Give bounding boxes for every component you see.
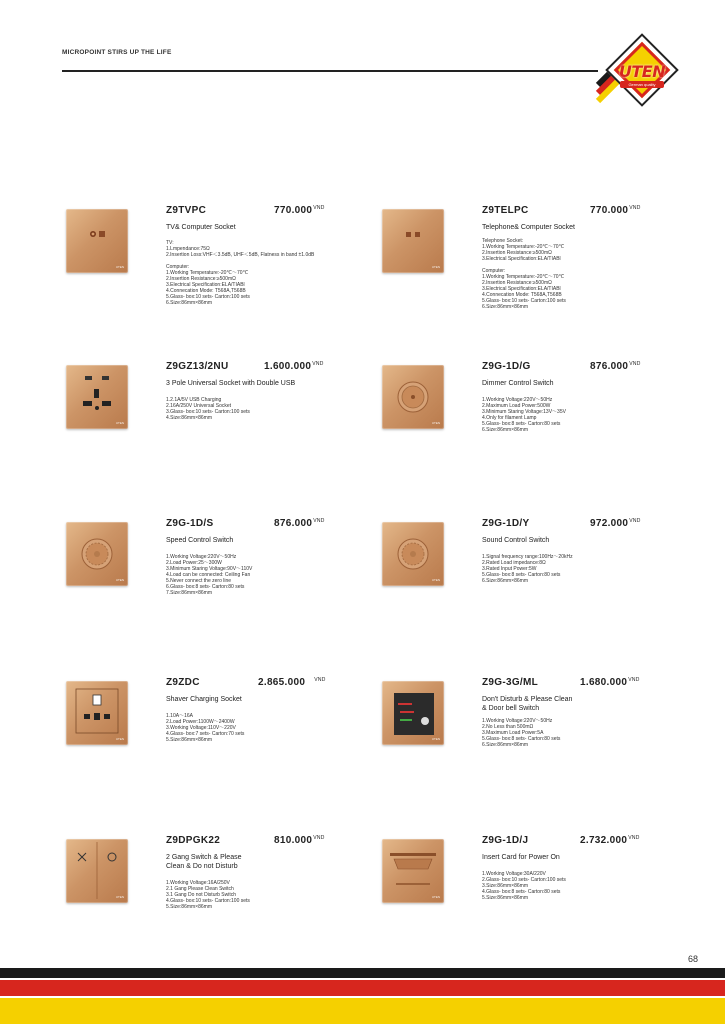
product-title: Telephone& Computer Socket <box>482 224 575 231</box>
product-image <box>66 681 128 745</box>
header-rule <box>62 70 598 72</box>
product-z9g-3g-ml <box>382 677 682 827</box>
brand-badge: UTEN <box>115 737 124 741</box>
product-title: Don't Disturb & Please Clean & Door bell Switch <box>482 696 573 712</box>
product-image <box>382 209 444 273</box>
brand-badge: UTEN <box>431 737 440 741</box>
product-specs: 1.2.1A/5V USB Charging 2.16A/250V Universal Socket 3.Glass- box:10 sets- Carton:100 sets 4.Size:86mm×86mm <box>166 397 250 421</box>
product-specs: Telephone Socket: 1.Working Temperature:-20℃～70℃ 2.Insertion Resistance:≥500mΩ 3.Electrical Specification:ELA/TIABl Computer: 1.Working Temperature:-20℃～70℃ 2.Insertion Resistance:≥500mΩ 3.Electrical Specification:ELA/TIABl 4.Connecation Mode: T568A,T568B 5.Glass- box:10 sets- Carton:100 sets 6.Size:86mm×86mm <box>482 238 566 310</box>
footer-band-yellow <box>0 998 725 1024</box>
product-z9dpgk22 <box>66 835 366 985</box>
product-image <box>382 365 444 429</box>
product-z9g-1d-g <box>382 361 682 511</box>
brand-badge: UTEN <box>431 421 440 425</box>
logo-text: UTEN <box>618 62 666 81</box>
product-z9tvpc <box>66 205 366 355</box>
product-title: 2 Gang Switch & Please Clean & Do not Disturb <box>166 854 242 870</box>
product-image <box>66 209 128 273</box>
product-price: $810.000^{VND}$ <box>274 835 325 846</box>
brand-badge: UTEN <box>115 265 124 269</box>
brand-badge: UTEN <box>115 578 124 582</box>
product-z9zdc <box>66 677 366 827</box>
product-price: $1.600.000^{VND}$ <box>264 361 324 372</box>
product-specs: 1.Working Voltage:220V～50Hz 2.Load Power:25～300W 3.Minimum Staring Voltage:90V～110V 4.Load can be connected: Ceiling Fan 5.Never connect the zero line 6.Glass- box:8 sets- Carton:80 sets 7.Size:86mm×86mm <box>166 554 253 596</box>
product-price: $770.000^{VND}$ <box>590 205 641 216</box>
product-z9g-1d-j <box>382 835 682 985</box>
product-z9g-1d-s <box>66 518 366 668</box>
product-specs: 1.Signal frequency range:100Hz～20kHz 2.Rated Load impedance:8Ω 3.Rated Input Power:5W 5.Glass- box:8 sets- Carton:80 sets 6.Size:86mm×86mm <box>482 554 573 584</box>
brand-badge: UTEN <box>431 578 440 582</box>
product-image <box>66 522 128 586</box>
product-specs: 1.Working Voltage:16A/250V 2.1 Gang Please Clean Switch 3.1 Gang Do not Disturb Switch 4.Glass- box:10 sets- Carton:100 sets 5.Size:86mm×86mm <box>166 880 250 910</box>
product-code: Z9G-1D/Y <box>482 518 530 529</box>
brand-badge: UTEN <box>115 895 124 899</box>
product-code: Z9ZDC <box>166 677 200 688</box>
product-specs: TV: 1.Lmpendance:75Ω 2.Insertion Loss:VHF＜3.5dB, UHF＜5dB, Flatness in band ±1.0dB Computer: 1.Working Temperature:-20℃～70℃ 2.Insertion Resistance:≥500mΩ 3.Electrical Specification:ELA/TIABl 4.Connecation Mode: T568A,T568B 5.Glass- box:10 sets- Carton:100 sets 6.Size:86mm×86mm <box>166 240 315 306</box>
product-z9g-1d-y <box>382 518 682 668</box>
product-code: Z9TVPC <box>166 205 207 216</box>
product-price: $972.000^{VND}$ <box>590 518 641 529</box>
product-image <box>382 839 444 903</box>
product-z9telpc <box>382 205 682 355</box>
page-number: 68 <box>688 954 699 964</box>
product-price: $2.732.000^{VND}$ <box>580 835 640 846</box>
product-image <box>66 839 128 903</box>
product-price: 2.865.000 $^{VND}$ <box>258 677 326 688</box>
product-title: Insert Card for Power On <box>482 854 560 861</box>
product-title: Speed Control Switch <box>166 537 234 544</box>
product-image <box>382 681 444 745</box>
tagline: MICROPOINT STIRS UP THE LIFE <box>62 49 172 56</box>
brand-badge: UTEN <box>115 421 124 425</box>
product-title: Dimmer Control Switch <box>482 380 554 387</box>
product-specs: 1.10A～16A 2.Load Power:1100W～2400W 3.Working Voltage:110V～220V 4.Glass- box:7 sets- Carton:70 sets 5.Size:86mm×86mm <box>166 713 245 743</box>
product-code: Z9GZ13/2NU <box>166 361 229 372</box>
footer-band-red <box>0 980 725 996</box>
product-code: Z9G-1D/S <box>166 518 214 529</box>
logo-subtitle: German quality <box>620 81 664 88</box>
product-price: $1.680.000^{VND}$ <box>580 677 640 688</box>
product-specs: 1.Working Voltage:220V～50Hz 2.Maximum Load Power:500W 3.Minimum Staring Voltage:13V～35V 4.Only for filament Lamp 5.Glass- box:8 sets- Carton:80 sets 6.Size:86mm×86mm <box>482 397 566 433</box>
footer-band-black <box>0 968 725 978</box>
product-price: $770.000^{VND}$ <box>274 205 325 216</box>
product-specs: 1.Working Voltage:220V～50Hz 2.No Less than 500mΩ 3.Maximum Load Power:5A 5.Glass- box:8 sets- Carton:80 sets 6.Size:86mm×86mm <box>482 718 561 748</box>
product-z9gz13-2nu <box>66 361 366 511</box>
product-code: Z9G-1D/G <box>482 361 531 372</box>
product-code: Z9DPGK22 <box>166 835 221 846</box>
product-title: TV& Computer Socket <box>166 224 236 231</box>
product-code: Z9G-1D/J <box>482 835 529 846</box>
product-price: $876.000^{VND}$ <box>274 518 325 529</box>
brand-badge: UTEN <box>431 895 440 899</box>
product-specs: 1.Working Voltage:30A/220V 2.Glass- box:10 sets- Carton:100 sets 3.Size:86mm×86mm 4.Glass- box:8 sets- Carton:80 sets 5.Size:86mm×86mm <box>482 871 566 901</box>
product-code: Z9TELPC <box>482 205 529 216</box>
product-image <box>382 522 444 586</box>
brand-badge: UTEN <box>431 265 440 269</box>
product-code: Z9G-3G/ML <box>482 677 539 688</box>
product-price: $876.000^{VND}$ <box>590 361 641 372</box>
product-title: Sound Control Switch <box>482 537 550 544</box>
brand-logo <box>598 38 680 110</box>
product-title: 3 Pole Universal Socket with Double USB <box>166 380 296 387</box>
product-title: Shaver Charging Socket <box>166 696 242 703</box>
product-image <box>66 365 128 429</box>
